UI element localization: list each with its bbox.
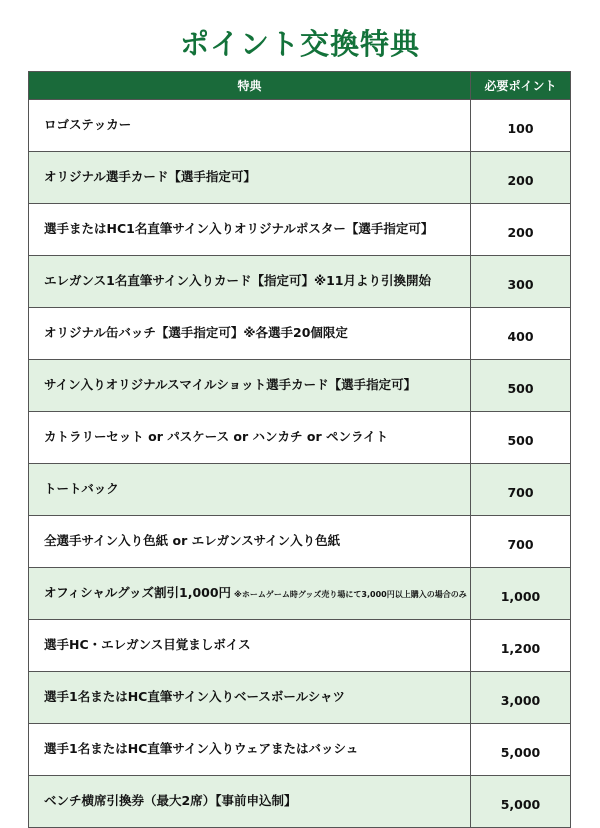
points-cell: 700 — [471, 464, 571, 516]
points-cell: 500 — [471, 412, 571, 464]
benefit-text: エレガンス1名直筆サイン入りカード【指定可】※11月より引換開始 — [44, 273, 431, 288]
benefit-cell — [29, 412, 471, 464]
benefit-cell — [29, 568, 471, 620]
points-cell: 200 — [471, 152, 571, 204]
table-row — [29, 308, 571, 360]
benefit-text: オフィシャルグッズ割引1,000円 — [44, 585, 232, 600]
points-cell: 500 — [471, 360, 571, 412]
benefit-text: ベンチ横席引換券（最大2席）【事前申込制】 — [44, 793, 297, 808]
benefit-text: ロゴステッカー — [44, 117, 132, 132]
points-cell: 5,000 — [471, 776, 571, 828]
benefit-cell — [29, 672, 471, 724]
benefit-cell — [29, 100, 471, 152]
benefit-cell — [29, 308, 471, 360]
table-row — [29, 776, 571, 828]
benefit-text: オリジナル缶バッチ【選手指定可】※各選手20個限定 — [44, 325, 348, 340]
points-cell: 1,000 — [471, 568, 571, 620]
table-row — [29, 152, 571, 204]
points-cell: 400 — [471, 308, 571, 360]
header-points: 必要ポイント — [471, 72, 571, 100]
table-row — [29, 360, 571, 412]
benefit-cell — [29, 776, 471, 828]
benefit-text: サイン入りオリジナルスマイルショット選手カード【選手指定可】 — [44, 377, 417, 392]
benefit-text: 選手またはHC1名直筆サイン入りオリジナルポスター【選手指定可】 — [44, 221, 434, 236]
benefit-text: 選手1名またはHC直筆サイン入りウェアまたはバッシュ — [44, 741, 359, 756]
table-row — [29, 620, 571, 672]
benefit-text: オリジナル選手カード【選手指定可】 — [44, 169, 256, 184]
benefit-cell — [29, 360, 471, 412]
header-benefit: 特典 — [29, 72, 471, 100]
page-title: ポイント交換特典 — [179, 27, 420, 61]
benefit-text: トートバック — [44, 481, 119, 496]
benefit-cell — [29, 204, 471, 256]
benefit-note: ※ホームゲーム時グッズ売り場にて3,000円以上購入の場合のみ — [234, 590, 467, 599]
benefit-cell — [29, 152, 471, 204]
points-cell: 200 — [471, 204, 571, 256]
table-row — [29, 516, 571, 568]
table-row — [29, 256, 571, 308]
table-row — [29, 100, 571, 152]
table-row — [29, 672, 571, 724]
benefit-text: 選手1名またはHC直筆サイン入りベースボールシャツ — [44, 689, 346, 704]
points-cell: 100 — [471, 100, 571, 152]
benefit-cell — [29, 724, 471, 776]
points-cell: 300 — [471, 256, 571, 308]
points-cell: 5,000 — [471, 724, 571, 776]
table-row — [29, 204, 571, 256]
points-cell: 3,000 — [471, 672, 571, 724]
benefit-cell — [29, 620, 471, 672]
points-cell: 700 — [471, 516, 571, 568]
rewards-table — [28, 71, 571, 828]
table-row — [29, 724, 571, 776]
table-row — [29, 464, 571, 516]
table-header-row — [29, 72, 571, 100]
table-row — [29, 568, 571, 620]
table-row — [29, 412, 571, 464]
benefit-cell — [29, 464, 471, 516]
benefit-text: 選手HC・エレガンス目覚ましボイス — [44, 637, 251, 652]
benefit-cell — [29, 516, 471, 568]
points-cell: 1,200 — [471, 620, 571, 672]
benefit-text: カトラリーセット or パスケース or ハンカチ or ペンライト — [44, 429, 389, 444]
benefit-text: 全選手サイン入り色紙 or エレガンスサイン入り色紙 — [44, 533, 341, 548]
benefit-cell — [29, 256, 471, 308]
